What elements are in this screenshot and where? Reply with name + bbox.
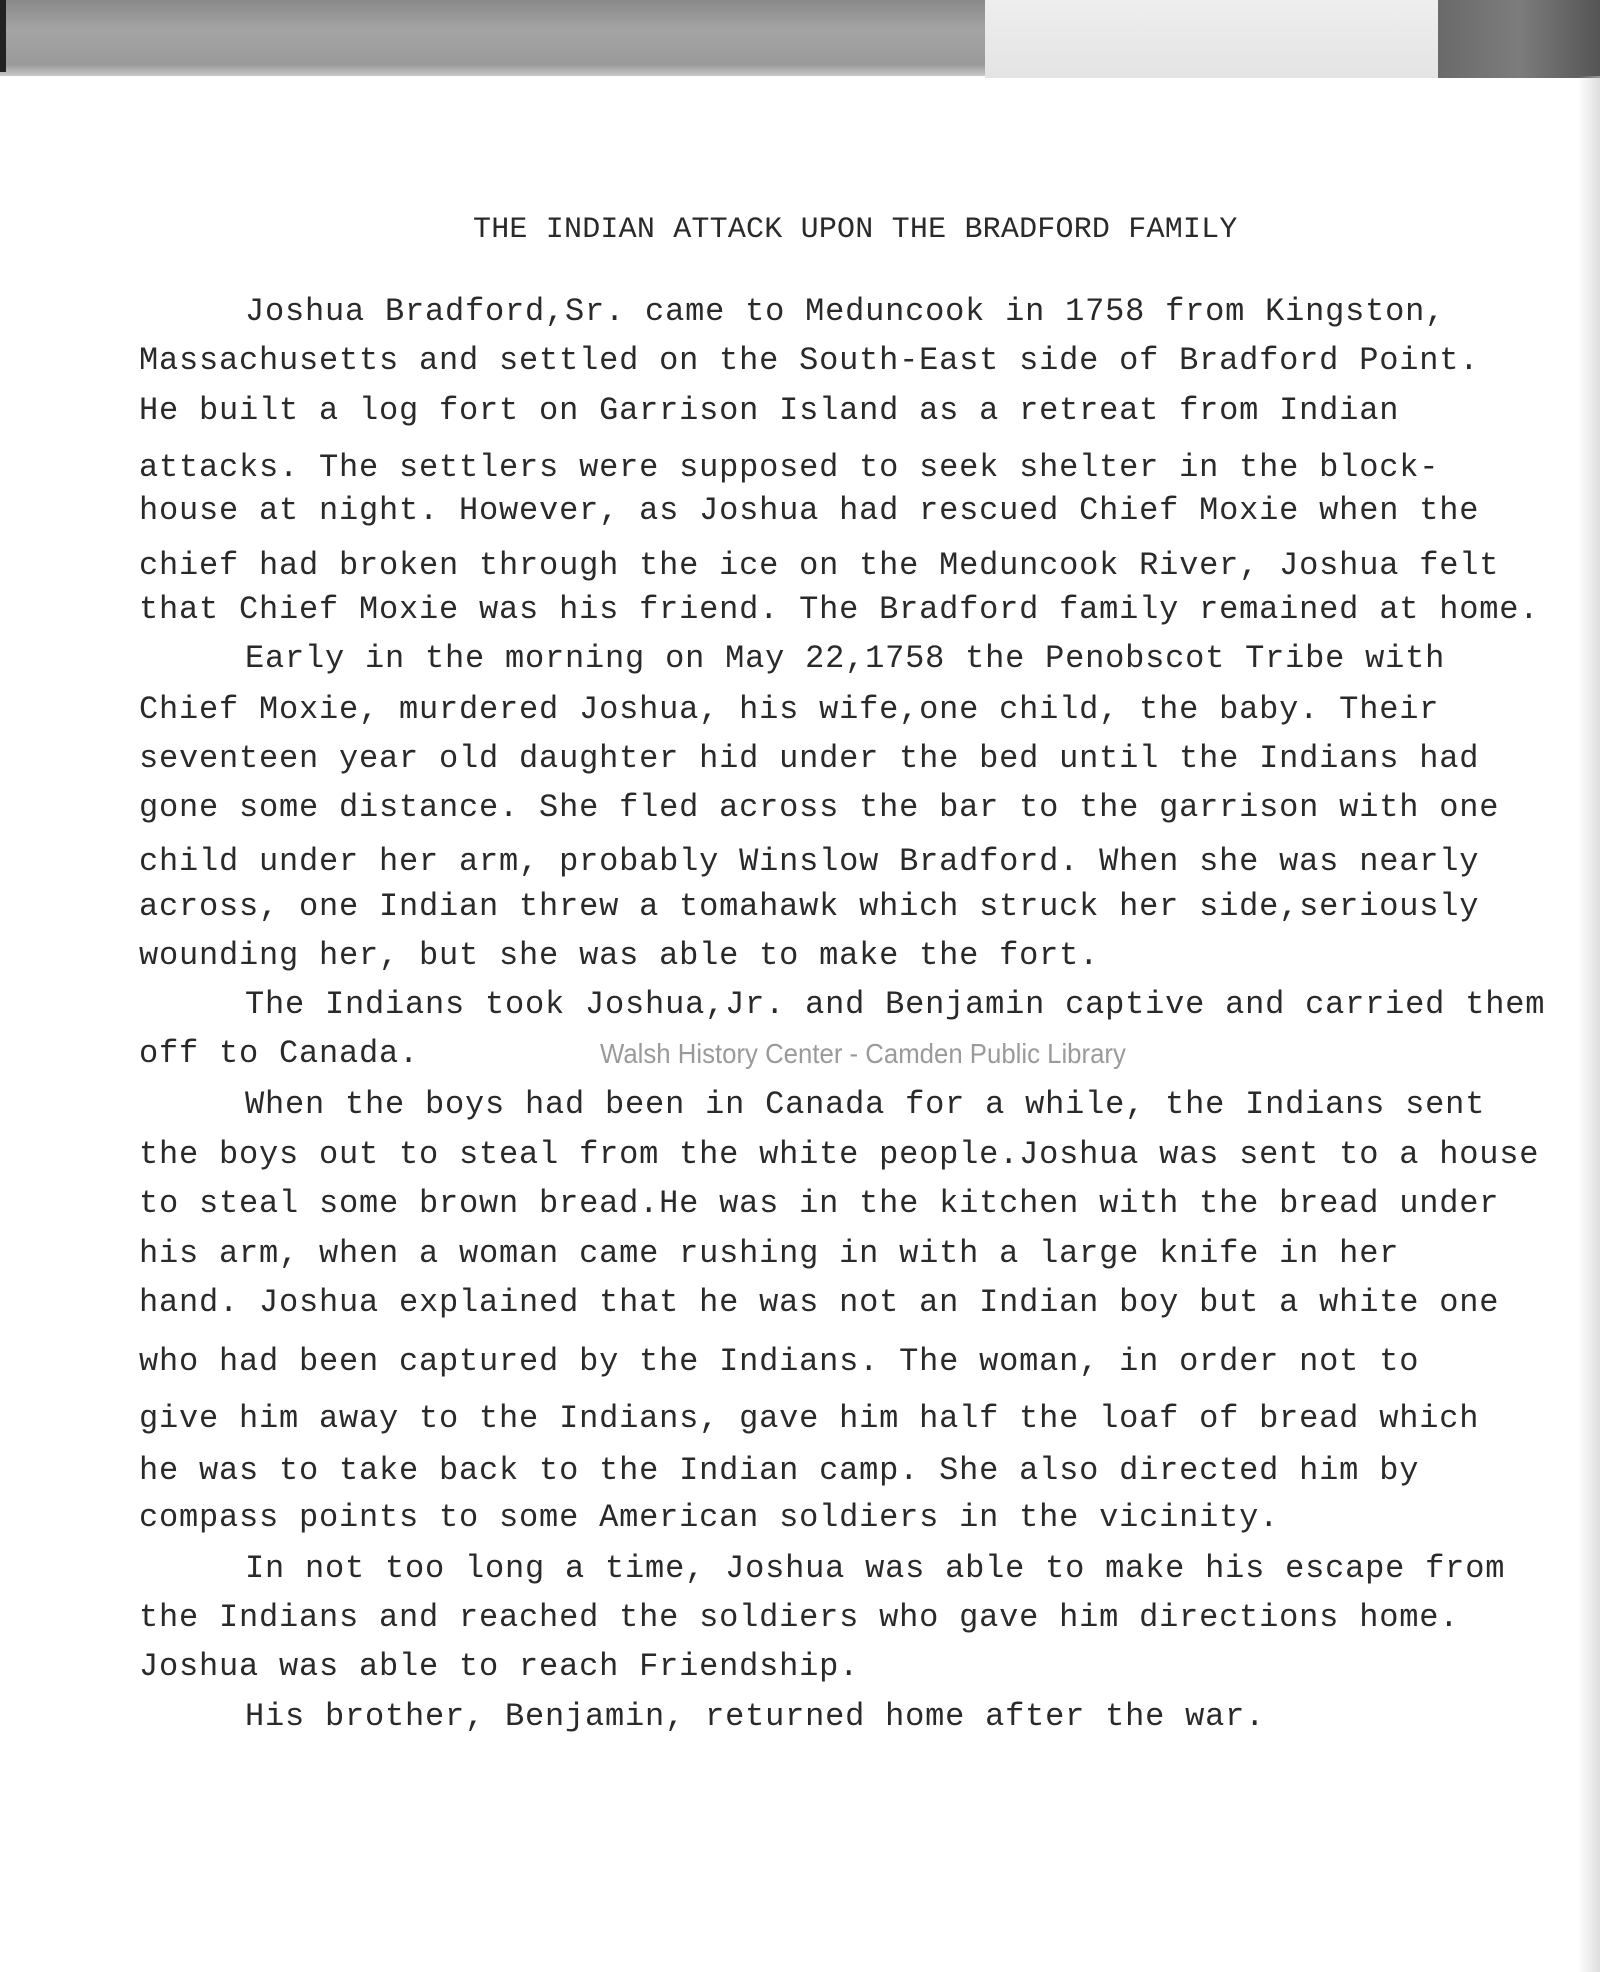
text-line: seventeen year old daughter hid under the bed until the Indians had xyxy=(139,740,1480,777)
text-line: The Indians took Joshua,Jr. and Benjamin captive and carried them xyxy=(245,986,1546,1023)
scanner-edge-right xyxy=(1438,0,1600,78)
text-line: When the boys had been in Canada for a while, the Indians sent xyxy=(245,1086,1486,1123)
text-line: His brother, Benjamin, returned home after the war. xyxy=(245,1698,1266,1735)
text-line: that Chief Moxie was his friend. The Bradford family remained at home. xyxy=(139,591,1540,628)
text-line: to steal some brown bread.He was in the kitchen with the bread under xyxy=(139,1185,1500,1222)
text-line: who had been captured by the Indians. The woman, in order not to xyxy=(139,1343,1420,1380)
text-line: house at night. However, as Joshua had rescued Chief Moxie when the xyxy=(139,492,1480,529)
watermark: Walsh History Center - Camden Public Library xyxy=(600,1038,1126,1069)
text-line: In not too long a time, Joshua was able to make his escape from xyxy=(245,1550,1506,1587)
text-line: Massachusetts and settled on the South-East side of Bradford Point. xyxy=(139,342,1480,379)
paper-scrap xyxy=(985,0,1438,78)
text-line: Early in the morning on May 22,1758 the Penobscot Tribe with xyxy=(245,640,1446,677)
document-title: THE INDIAN ATTACK UPON THE BRADFORD FAMILY xyxy=(473,213,1238,247)
text-line: Chief Moxie, murdered Joshua, his wife,one child, the baby. Their xyxy=(139,691,1440,728)
text-line: Joshua Bradford,Sr. came to Meduncook in 1758 from Kingston, xyxy=(245,293,1446,330)
text-line: he was to take back to the Indian camp. She also directed him by xyxy=(139,1452,1420,1489)
text-line: child under her arm, probably Winslow Bradford. When she was nearly xyxy=(139,843,1480,880)
text-line: wounding her, but she was able to make the fort. xyxy=(139,937,1100,974)
text-line: his arm, when a woman came rushing in with a large knife in her xyxy=(139,1235,1400,1272)
text-line: chief had broken through the ice on the Meduncook River, Joshua felt xyxy=(139,547,1500,584)
text-line: attacks. The settlers were supposed to seek shelter in the block- xyxy=(139,449,1440,486)
text-line: gone some distance. She fled across the bar to the garrison with one xyxy=(139,789,1500,826)
scanner-edge-band xyxy=(0,0,1600,76)
text-line: across, one Indian threw a tomahawk which struck her side,seriously xyxy=(139,888,1480,925)
scanner-edge-dark xyxy=(0,0,6,72)
text-line: compass points to some American soldiers in the vicinity. xyxy=(139,1499,1280,1536)
text-line: He built a log fort on Garrison Island as a retreat from Indian xyxy=(139,392,1400,429)
page-edge-shadow xyxy=(1578,76,1600,1972)
text-line: the boys out to steal from the white people.Joshua was sent to a house xyxy=(139,1136,1540,1173)
text-line: give him away to the Indians, gave him half the loaf of bread which xyxy=(139,1400,1480,1437)
text-line: the Indians and reached the soldiers who gave him directions home. xyxy=(139,1599,1460,1636)
text-line: Joshua was able to reach Friendship. xyxy=(139,1648,860,1685)
text-line: hand. Joshua explained that he was not an Indian boy but a white one xyxy=(139,1284,1500,1321)
text-line: off to Canada. xyxy=(139,1035,420,1072)
